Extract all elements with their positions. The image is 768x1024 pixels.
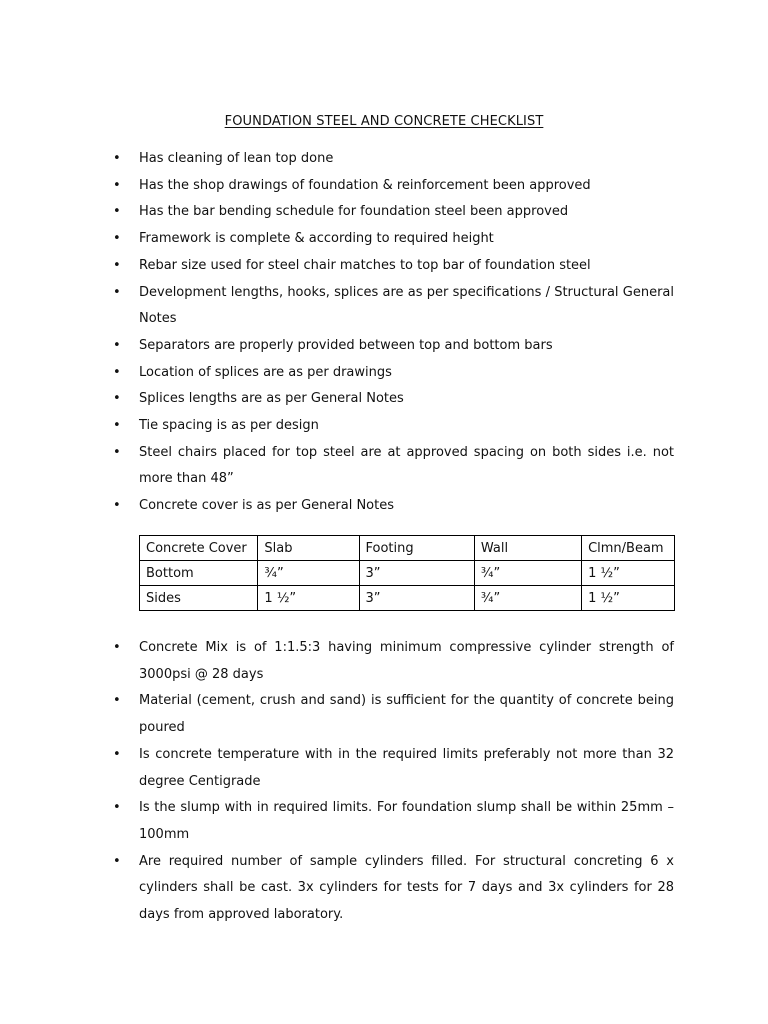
list-item-text: Are required number of sample cylinders filled. For structural concreting 6 x cylinders shall be cast. 3x cylinders for tests for 7 days and 3x cylinders for 28 days from approved laboratory. bbox=[139, 853, 674, 923]
list-item-text: Steel chairs placed for top steel are at approved spacing on both sides i.e. not more than 48” bbox=[139, 444, 674, 487]
bullet-icon: • bbox=[113, 800, 121, 816]
list-item-text: Has the bar bending schedule for foundation steel been approved bbox=[139, 204, 569, 220]
list-item bbox=[0, 226, 674, 253]
table-cell: ¾” bbox=[258, 561, 359, 586]
list-item bbox=[0, 280, 674, 333]
table-cell: Sides bbox=[140, 586, 258, 611]
checklist-steel bbox=[0, 146, 768, 520]
bullet-icon: • bbox=[113, 640, 121, 655]
list-item-text: Concrete Mix is of 1:1.5:3 having minimum compressive cylinder strength of 3000psi @ 28 days bbox=[139, 640, 674, 682]
bullet-icon: • bbox=[113, 284, 121, 300]
table-header-cell: Wall bbox=[474, 536, 581, 561]
table-row bbox=[140, 561, 675, 586]
list-item-text: Is the slump with in required limits. For foundation slump shall be within 25mm – 100mm bbox=[139, 800, 674, 842]
list-item-text: Tie spacing is as per design bbox=[139, 418, 319, 434]
document-title: FOUNDATION STEEL AND CONCRETE CHECKLIST bbox=[224, 114, 544, 129]
bullet-icon: • bbox=[113, 693, 121, 709]
bullet-icon: • bbox=[113, 177, 121, 193]
list-item bbox=[0, 742, 674, 795]
bullet-icon: • bbox=[113, 853, 121, 869]
list-item-text: Splices lengths are as per General Notes bbox=[139, 391, 404, 407]
list-item-text: Location of splices are as per drawings bbox=[139, 364, 392, 380]
list-item-text: Development lengths, hooks, splices are as per specifications / Structural General Notes bbox=[139, 284, 674, 327]
bullet-icon: • bbox=[113, 231, 121, 247]
table-cell: 1 ½” bbox=[582, 561, 675, 586]
bullet-icon: • bbox=[113, 257, 121, 273]
table-row bbox=[140, 586, 675, 611]
bullet-icon: • bbox=[113, 498, 121, 514]
table-cell: 1 ½” bbox=[258, 586, 359, 611]
list-item bbox=[0, 333, 674, 360]
bullet-icon: • bbox=[113, 204, 121, 220]
list-item bbox=[0, 173, 674, 200]
list-item bbox=[0, 360, 674, 387]
table-cell: 3” bbox=[359, 586, 474, 611]
table-cell: ¾” bbox=[474, 561, 581, 586]
list-item bbox=[0, 146, 674, 173]
list-item-text: Is concrete temperature with in the required limits preferably not more than 32 degree Centigrade bbox=[139, 746, 674, 789]
bullet-icon: • bbox=[113, 364, 121, 380]
table-header-cell: Clmn/Beam bbox=[582, 536, 675, 561]
list-item-text: Has cleaning of lean top done bbox=[139, 151, 334, 166]
list-item bbox=[0, 493, 674, 520]
list-item bbox=[0, 253, 674, 280]
list-item-text: Material (cement, crush and sand) is sufficient for the quantity of concrete being poured bbox=[139, 693, 674, 736]
bullet-icon: • bbox=[113, 151, 121, 166]
bullet-icon: • bbox=[113, 337, 121, 353]
table-cell: ¾” bbox=[474, 586, 581, 611]
table-cell: Bottom bbox=[140, 561, 258, 586]
list-item bbox=[0, 413, 674, 440]
table-header-cell: Slab bbox=[258, 536, 359, 561]
list-item bbox=[0, 849, 674, 929]
bullet-icon: • bbox=[113, 444, 121, 460]
list-item bbox=[0, 440, 674, 493]
table-cell: 3” bbox=[359, 561, 474, 586]
bullet-icon: • bbox=[113, 746, 121, 762]
list-item bbox=[0, 688, 674, 741]
checklist-concrete bbox=[0, 635, 768, 929]
bullet-icon: • bbox=[113, 418, 121, 434]
table-cell: 1 ½” bbox=[582, 586, 675, 611]
list-item bbox=[0, 795, 674, 848]
list-item-text: Concrete cover is as per General Notes bbox=[139, 498, 394, 514]
table-header-cell: Footing bbox=[359, 536, 474, 561]
list-item bbox=[0, 386, 674, 413]
table-header-cell: Concrete Cover bbox=[140, 536, 258, 561]
list-item-text: Has the shop drawings of foundation & reinforcement been approved bbox=[139, 177, 591, 193]
table-header-row bbox=[140, 536, 675, 561]
list-item bbox=[0, 199, 674, 226]
list-item-text: Separators are properly provided between top and bottom bars bbox=[139, 337, 553, 353]
concrete-cover-table bbox=[139, 535, 675, 611]
bullet-icon: • bbox=[113, 391, 121, 407]
list-item-text: Rebar size used for steel chair matches to top bar of foundation steel bbox=[139, 257, 591, 273]
list-item-text: Framework is complete & according to required height bbox=[139, 231, 494, 247]
list-item bbox=[0, 635, 674, 688]
